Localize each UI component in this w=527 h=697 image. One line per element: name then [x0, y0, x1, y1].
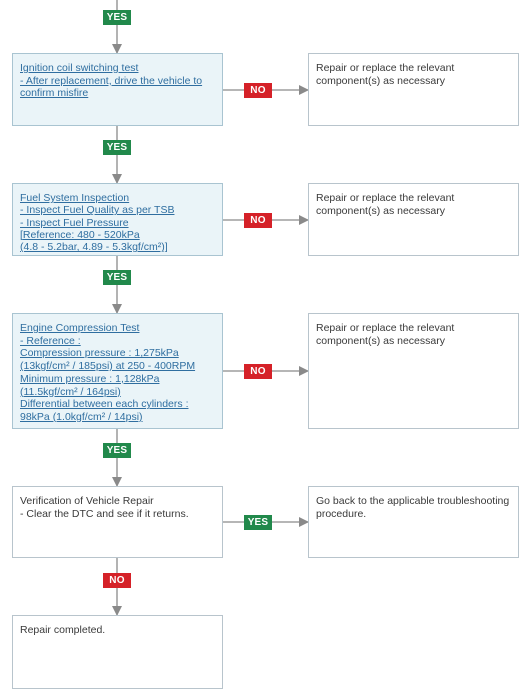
yes-badge: YES: [103, 10, 131, 25]
yes-badge: YES: [103, 270, 131, 285]
no-badge: NO: [244, 213, 272, 228]
result-text: Repair or replace the relevant component(s) as necessary: [316, 62, 455, 87]
step-line[interactable]: (11.5kgf/cm² / 164psi): [20, 385, 121, 398]
step-line[interactable]: (13kgf/cm² / 185psi) at 250 - 400RPM: [20, 360, 196, 373]
step-line[interactable]: [Reference: 480 - 520kPa: [20, 228, 140, 241]
step-line[interactable]: Ignition coil switching test: [20, 62, 139, 74]
no-badge: NO: [244, 83, 272, 98]
result-repair-replace-2: [308, 183, 519, 256]
result-text: Go back to the applicable troubleshooting procedure.: [316, 495, 510, 520]
step-ignition-coil-test[interactable]: [12, 53, 223, 126]
yes-badge: YES: [103, 140, 131, 155]
step-line: Repair completed.: [20, 624, 106, 636]
result-repair-replace-1: [308, 53, 519, 126]
step-line[interactable]: Differential between each cylinders :: [20, 398, 189, 411]
step-repair-completed: [12, 615, 223, 689]
step-line[interactable]: - After replacement, drive the vehicle to: [20, 74, 203, 87]
step-line[interactable]: - Reference :: [20, 334, 81, 347]
result-troubleshooting-procedure: [308, 486, 519, 558]
step-line[interactable]: Fuel System Inspection: [20, 192, 130, 204]
step-line[interactable]: confirm misfire: [20, 87, 89, 100]
step-verification-of-vehicle-repair: [12, 486, 223, 558]
step-line[interactable]: - Inspect Fuel Pressure: [20, 216, 129, 229]
step-line: Verification of Vehicle Repair: [20, 495, 154, 507]
yes-badge: YES: [244, 515, 272, 530]
result-text: Repair or replace the relevant component(s) as necessary: [316, 322, 455, 347]
step-line: - Clear the DTC and see if it returns.: [20, 507, 189, 520]
result-repair-replace-3: [308, 313, 519, 429]
yes-badge: YES: [103, 443, 131, 458]
step-fuel-system-inspection[interactable]: [12, 183, 223, 256]
step-line[interactable]: Minimum pressure : 1,128kPa: [20, 372, 160, 385]
step-line[interactable]: Compression pressure : 1,275kPa: [20, 347, 179, 360]
no-badge: NO: [103, 573, 131, 588]
result-text: Repair or replace the relevant component(s) as necessary: [316, 192, 455, 217]
step-line[interactable]: - Inspect Fuel Quality as per TSB: [20, 204, 175, 217]
step-engine-compression-test[interactable]: [12, 313, 223, 429]
step-line[interactable]: 98kPa (1.0kgf/cm² / 14psi): [20, 410, 143, 423]
step-line[interactable]: Engine Compression Test: [20, 322, 140, 334]
no-badge: NO: [244, 364, 272, 379]
step-line[interactable]: (4.8 - 5.2bar, 4.89 - 5.3kgf/cm²)]: [20, 241, 168, 254]
